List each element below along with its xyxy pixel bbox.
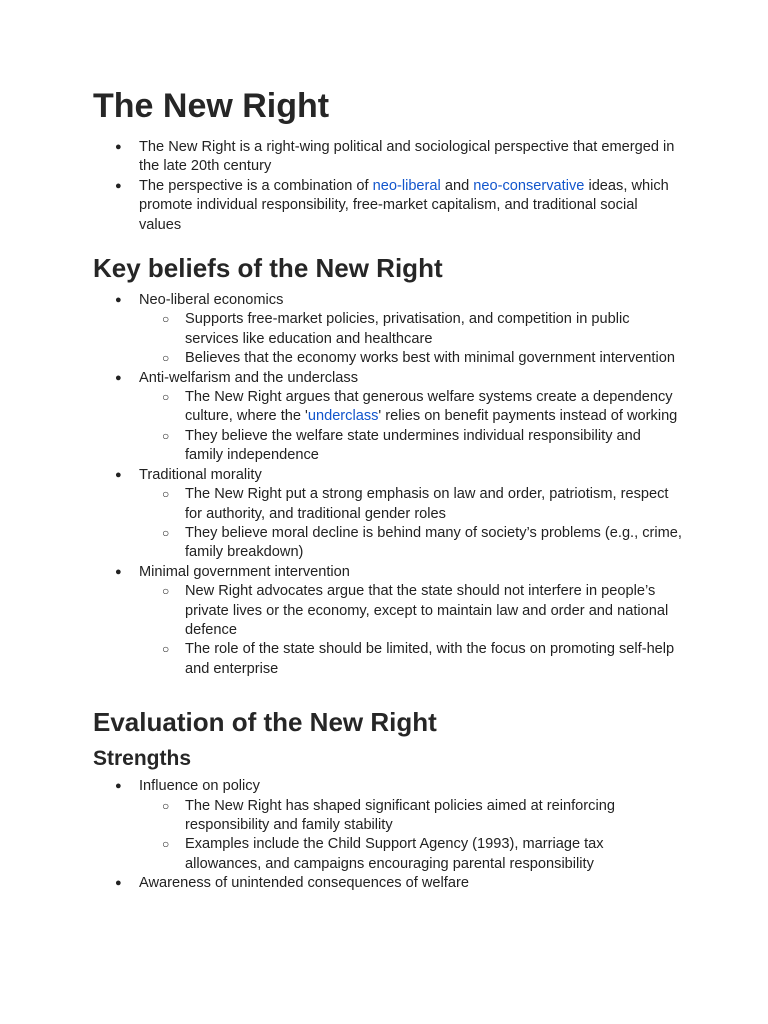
sub-item-text: ' relies on benefit payments instead of working [378, 408, 678, 425]
evaluation-heading: Evaluation of the New Right [93, 707, 437, 738]
list-item [93, 777, 683, 874]
list-item [93, 138, 683, 177]
sub-list-item: ○ The New Right has shaped significant policies aimed at reinforcing responsibility and family stability [93, 797, 683, 836]
key-beliefs-list [93, 291, 683, 679]
belief-label: Traditional morality [139, 466, 262, 483]
strength-label: Influence on policy [139, 778, 260, 795]
sub-list-item: ○ Believes that the economy works best with minimal government intervention [93, 349, 683, 368]
page-title: The New Right [93, 87, 330, 125]
sub-list [139, 310, 683, 368]
intro-item-text: ideas, which promote individual responsibility, free-market capitalism, and traditional social values [139, 177, 669, 233]
sub-list [139, 797, 683, 875]
strengths-list [93, 777, 683, 893]
sub-list [139, 582, 683, 679]
neo-liberal-link[interactable]: neo-liberal [372, 177, 441, 194]
intro-list [93, 138, 683, 235]
intro-item-text: The perspective is a combination of [139, 177, 373, 194]
list-item [93, 177, 683, 235]
sub-list-item: ○ New Right advocates argue that the state should not interfere in people’s private lives or the economy, except to maintain law and order and national defence [93, 582, 683, 640]
list-item [93, 369, 683, 466]
document-body [93, 84, 683, 894]
belief-label: Anti-welfarism and the underclass [139, 369, 359, 386]
list-item [93, 563, 683, 679]
sub-list-item [93, 388, 683, 427]
list-item [93, 874, 683, 893]
sub-list [139, 388, 683, 466]
list-item [93, 291, 683, 369]
sub-item-text: The New Right argues that generous welfare systems create a dependency culture, where the ' [185, 389, 673, 425]
sub-list-item: ○ They believe moral decline is behind many of society’s problems (e.g., crime, family breakdown) [93, 524, 683, 563]
sub-list-item: ○ Examples include the Child Support Agency (1993), marriage tax allowances, and campaigns encouraging parental responsibility [93, 835, 683, 874]
sub-list [139, 485, 683, 563]
strength-label: Awareness of unintended consequences of welfare [139, 875, 469, 892]
sub-list-item: ○ The New Right put a strong emphasis on law and order, patriotism, respect for authority, and traditional gender roles [93, 485, 683, 524]
intro-item-text: The New Right is a right-wing political and sociological perspective that emerged in the late 20th century [139, 139, 675, 175]
sub-list-item: ○ Supports free-market policies, privatisation, and competition in public services like education and healthcare [93, 310, 683, 349]
neo-conservative-link[interactable]: neo-conservative [473, 177, 585, 194]
underclass-link[interactable]: underclass [307, 408, 379, 425]
belief-label: Neo-liberal economics [139, 292, 284, 309]
intro-item-text: and [440, 177, 474, 194]
list-item [93, 466, 683, 563]
sub-list-item: ○ They believe the welfare state undermines individual responsibility and family independence [93, 427, 683, 466]
key-beliefs-heading: Key beliefs of the New Right [93, 253, 443, 284]
belief-label: Minimal government intervention [139, 563, 350, 580]
strengths-heading: Strengths [93, 747, 192, 771]
sub-list-item: ○ The role of the state should be limited, with the focus on promoting self-help and enterprise [93, 640, 683, 679]
